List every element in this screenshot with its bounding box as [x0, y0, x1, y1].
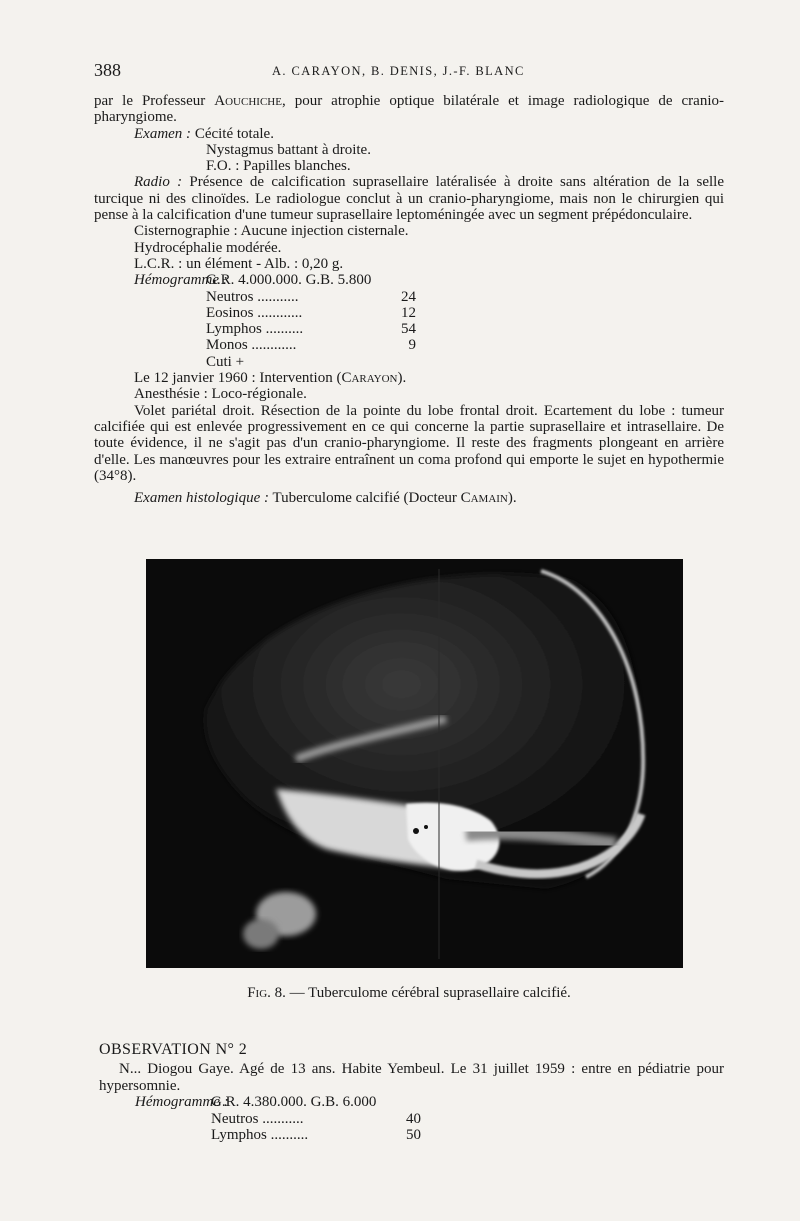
volet-paragraph: Volet pariétal droit. Résection de la pointe du lobe frontal droit. Ecartement du lobe : tumeur calcifiée qui est enlevée progressivement en ce qui concerne la partie suprasellaire et intrasellaire. De toute évidence, il ne s'agit pas d'un cranio-pharyngiome. Il reste des fragments plongeant en arrière d'elle. Les manœuvres pour les extraire entraînent un coma profond qui emporte le sujet en hypothermie (34°8).: [94, 402, 724, 484]
radio-text: Présence de calcification suprasellaire latéralisée à droite sans altération de la selle turcique ni des clinoïdes. Le radiologue conclut à un cranio-pharyngiome, mais non le chirurgien qui pense à la calcification d'une tumeur suprasellaire leptoméningée avec un segment prépédonculaire.: [94, 174, 725, 224]
running-head: A. CARAYON, B. DENIS, J.-F. BLANC: [272, 64, 525, 78]
cisterno-line: Cisternographie : Aucune injection cisternale.: [134, 223, 409, 240]
histo-line: Examen histologique : Tuberculome calcifié (Docteur Camain).: [134, 490, 517, 507]
hemogramme2-gr: G.R. 4.380.000. G.B. 6.000: [211, 1094, 377, 1110]
examen-line: Nystagmus battant à droite.: [206, 141, 371, 158]
intro-paragraph: [94, 93, 724, 126]
intro-name: Aouchiche: [214, 93, 282, 109]
stat-row: Lymphos .......... 54: [206, 321, 416, 338]
article-body: [94, 93, 724, 506]
observation-title: OBSERVATION N° 2: [99, 1041, 248, 1058]
figure-caption: [94, 985, 724, 1002]
cuti-line: Cuti +: [206, 353, 245, 370]
examen-label: Examen :: [134, 125, 192, 142]
page-header: [94, 60, 724, 80]
hemogramme-gr: G.R. 4.000.000. G.B. 5.800: [206, 272, 372, 289]
skull-radiograph-image: [146, 559, 683, 968]
radio-label: Radio :: [134, 174, 183, 191]
figure-label: Fig. 8.: [247, 985, 286, 1001]
hemogramme2-stats: [99, 1111, 724, 1144]
figure-caption-text: — Tuberculome cérébral suprasellaire calcifié.: [289, 985, 571, 1001]
hemogramme-label: Hémogramme :: [134, 272, 228, 289]
hemogramme-block: [94, 272, 724, 370]
lcr-line: L.C.R. : un élément - Alb. : 0,20 g.: [134, 255, 344, 272]
intervention-line: Le 12 janvier 1960 : Intervention (Carayon).: [134, 370, 407, 387]
stat-row: Neutros ........... 24: [206, 288, 416, 305]
intro-text-b: , pour atrophie optique bilatérale et image radiologique de cranio-pharyngiome.: [94, 93, 724, 126]
intro-text-a: par le Professeur: [94, 93, 215, 109]
observation-body: [99, 1061, 724, 1144]
observation-intro: N... Diogou Gaye. Agé de 13 ans. Habite Yembeul. Le 31 juillet 1959 : entre en pédiatrie pour hypersomnie.: [99, 1061, 724, 1094]
xray-figure: [146, 559, 683, 968]
hydro-line: Hydrocéphalie modérée.: [134, 239, 282, 256]
examen-line: F.O. : Papilles blanches.: [206, 158, 351, 175]
examen-block: [94, 126, 724, 175]
stat-row: Lymphos .......... 50: [211, 1127, 421, 1143]
hemogramme-stats: [94, 289, 724, 370]
anesthesie-line: Anesthésie : Loco-régionale.: [134, 386, 307, 403]
examen-first: Cécité totale.: [194, 125, 274, 142]
stat-row: Neutros ........... 40: [211, 1110, 421, 1127]
hemogramme2-label: Hémogramme :: [135, 1094, 229, 1110]
stat-row: Monos ............ 9: [206, 337, 416, 354]
page-number: 388: [94, 60, 121, 80]
stat-row: Eosinos ............ 12: [206, 304, 416, 321]
radio-paragraph: [94, 174, 724, 223]
